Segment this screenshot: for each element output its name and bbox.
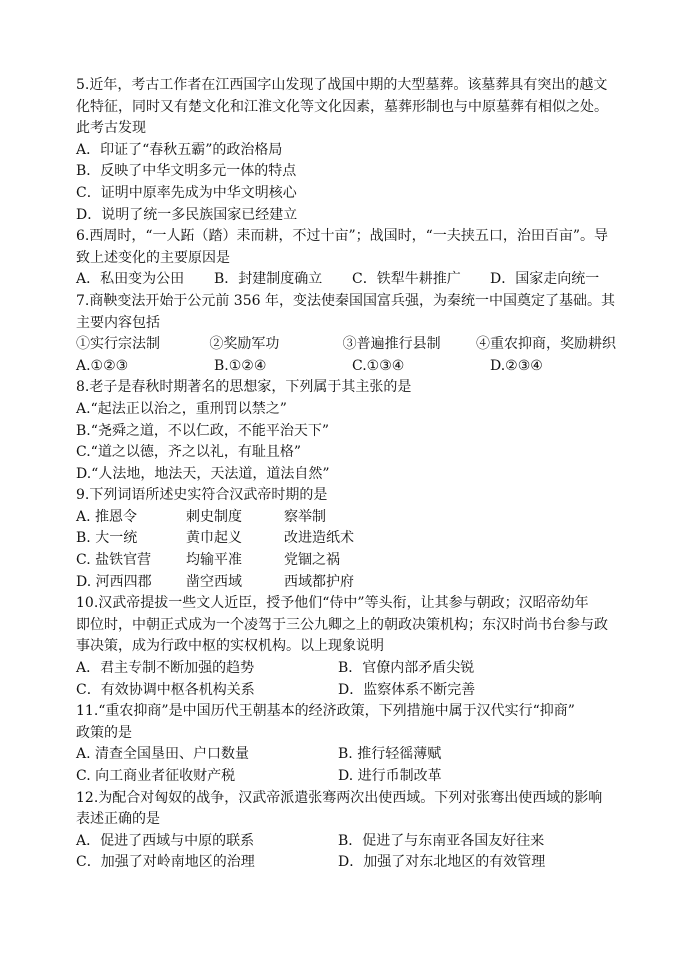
term: 西域都护府 [284,573,354,590]
term: 改进造纸术 [284,530,354,547]
question-stem: 6.西周时，“一人跖（踏）耒而耕，不过十亩”；战国时，“一夫挟五口，治田百亩”。导 [76,228,608,245]
option-a: A．促进了西域与中原的联系 [76,832,255,849]
options-row [76,658,616,680]
item-4: ④重农抑商，奖励耕织 [475,336,616,353]
term: 刺史制度 [186,508,242,525]
question-stem: 8.老子是春秋时期著名的思想家，下列属于其主张的是 [76,379,412,396]
term: 党锢之祸 [284,552,340,569]
question-stem: 表述正确的是 [76,811,160,828]
item-3: ③普遍推行县制 [342,336,441,353]
option-c: C．证明中原率先成为中华文明核心 [76,184,297,201]
option-d: D．说明了统一多民族国家已经建立 [76,206,298,223]
option-b: B．反映了中华文明多元一体的特点 [76,163,297,180]
option-b: B．官僚内部矛盾尖锐 [338,660,475,677]
option-b: B. 推行轻徭薄赋 [338,746,442,763]
exam-page [76,75,616,874]
option-c: C.“道之以德，齐之以礼，有耻且格” [76,444,301,461]
option-c: C．铁犁牛耕推广 [352,271,461,288]
question-stem: 即位时，中朝正式成为一个凌驾于三公九卿之上的朝政决策机构；东汉时尚书台参与政 [76,616,608,633]
term: 黄巾起义 [186,530,242,547]
option-a: A．印证了“春秋五霸”的政治格局 [76,141,283,158]
question-stem: 此考古发现 [76,120,146,137]
option-b: B.①②④ [214,357,267,374]
question-stem: 化特征，同时又有楚文化和江淮文化等文化因素，墓葬形制也与中原墓葬有相似之处。 [76,98,608,115]
option-c [76,550,616,572]
option-c: C．加强了对岭南地区的治理 [76,854,255,871]
question-8 [76,377,616,485]
option-d: D. 进行币制改革 [338,768,442,784]
item-1: ①实行宗法制 [76,336,160,353]
option-b [76,528,616,550]
question-stem: 致上述变化的主要原因是 [76,249,230,266]
term: D. 河西四郡 [76,573,152,590]
option-a: A．君主专制不断加强的趋势 [76,660,255,677]
question-6 [76,226,616,291]
question-stem: 10.汉武帝提拔一些文人近臣，授予他们“侍中”等头衔，让其参与朝政；汉昭帝幼年 [76,595,589,612]
options-row [76,356,616,378]
question-7 [76,291,616,377]
options-row [76,831,616,853]
question-stem: 事决策，成为行政中枢的实权机构。以上现象说明 [76,638,384,655]
option-d: D．监察体系不断完善 [338,681,476,698]
option-a [76,507,616,529]
question-stem: 12.为配合对匈奴的战争，汉武帝派遣张骞两次出使西域。下列对张骞出使西域的影响 [76,789,603,806]
term: C. 盐铁官营 [76,552,152,569]
term: A. 推恩令 [76,508,138,525]
question-10 [76,593,616,701]
term: 均输平准 [186,552,242,569]
option-d: D.“人法地，地法天，天法道，道法自然” [76,465,330,482]
question-stem: 11.“重农抑商”是中国历代王朝基本的经济政策，下列措施中属于汉代实行“抑商” [76,703,575,720]
option-c: C. 向工商业者征收财产税 [76,768,236,784]
items-row [76,334,616,356]
option-a: A.①②③ [76,357,129,374]
options-row [76,744,616,766]
question-11 [76,701,616,787]
option-a: A.“起法正以治之，重刑罚以禁之” [76,400,287,417]
options-row [76,766,616,788]
term: 察举制 [284,508,326,525]
question-12 [76,788,616,874]
question-stem: 5.近年，考古工作者在江西国字山发现了战国中期的大型墓葬。该墓葬具有突出的越文 [76,77,608,93]
option-d: D．加强了对东北地区的有效管理 [338,854,546,871]
question-5 [76,75,616,226]
option-a: A．私田变为公田 [76,271,185,288]
item-2: ②奖励军功 [209,336,280,353]
question-9 [76,485,616,593]
option-d: D.②③④ [490,357,543,374]
option-b: B．促进了与东南亚各国友好往来 [338,832,545,849]
question-stem: 政策的是 [76,724,132,741]
option-b: B．封建制度确立 [214,271,323,288]
question-stem: 9.下列词语所述史实符合汉武帝时期的是 [76,487,328,504]
term: B. 大一统 [76,530,138,547]
question-stem: 7.商鞅变法开始于公元前 356 年，变法使秦国国富兵强，为秦统一中国奠定了基础。其 [76,292,615,309]
option-b: B.“尧舜之道，不以仁政，不能平治天下” [76,422,330,439]
options-row [76,852,616,874]
option-d: D．国家走向统一 [490,271,600,288]
options-row [76,269,616,291]
option-c: C．有效协调中枢各机构关系 [76,681,255,698]
question-stem: 主要内容包括 [76,314,160,331]
option-c: C.①③④ [352,357,405,374]
term: 凿空西域 [186,573,242,590]
options-row [76,680,616,702]
option-d [76,572,616,594]
option-a: A. 清查全国垦田、户口数量 [76,746,250,763]
